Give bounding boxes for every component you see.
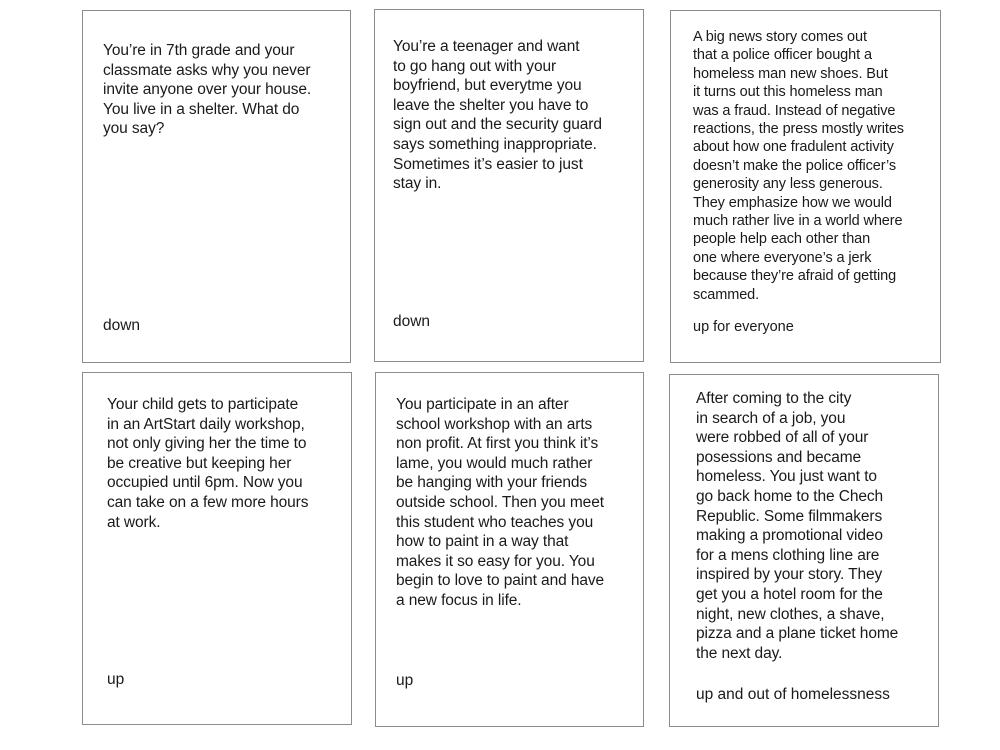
card-4-outcome: up bbox=[107, 671, 125, 688]
card-3-text: A big news story comes out that a police officer bought a homeless man new shoes. But it turns out this homeless man was a fraud. Instead of negative reactions, the press mostly writes about how one fradulent activity doesn’t make the police officer’s generosity any less generous. They emphasize how we would much rather live in a world where people help each other than one where everyone’s a jerk because they’re afraid of getting scammed. bbox=[693, 29, 904, 303]
card-4-text: Your child gets to participate in an ArtStart daily workshop, not only giving her the time to be creative but keeping her occupied until 6pm. Now you can take on a few more hours at work. bbox=[107, 396, 309, 531]
scenario-card-5 bbox=[375, 372, 644, 727]
card-2-text: You’re a teenager and want to go hang out with your boyfriend, but everytme you leave the shelter you have to sign out and the security guard says something inappropriate. Sometimes it’s easier to just stay in. bbox=[393, 38, 602, 193]
scenario-card-3 bbox=[670, 10, 941, 363]
scenario-card-4 bbox=[82, 372, 352, 725]
card-3-outcome: up for everyone bbox=[693, 319, 794, 335]
scenario-card-2 bbox=[374, 9, 644, 362]
scenario-card-6 bbox=[669, 374, 939, 727]
card-1-outcome: down bbox=[103, 317, 141, 334]
card-1-text: You’re in 7th grade and your classmate asks why you never invite anyone over your house. You live in a shelter. What do you say? bbox=[103, 42, 312, 138]
card-6-outcome: up and out of homelessness bbox=[696, 686, 890, 703]
card-5-outcome: up bbox=[396, 672, 414, 689]
scenario-card-1 bbox=[82, 10, 351, 363]
card-6-text: After coming to the city in search of a job, you were robbed of all of your posessions and became homeless. You just want to go back home to the Chech Republic. Some filmmakers making a promotional video for a mens clothing line are inspired by your story. They get you a hotel room for the night, new clothes, a shave, pizza and a plane ticket home the next day. bbox=[696, 390, 899, 662]
card-5-text: You participate in an after school workshop with an arts non profit. At first you think it’s lame, you would much rather be hanging with your friends outside school. Then you meet this student who teaches you how to paint in a way that makes it so easy for you. You begin to love to paint and have a new focus in life. bbox=[396, 396, 605, 609]
card-2-outcome: down bbox=[393, 313, 431, 330]
